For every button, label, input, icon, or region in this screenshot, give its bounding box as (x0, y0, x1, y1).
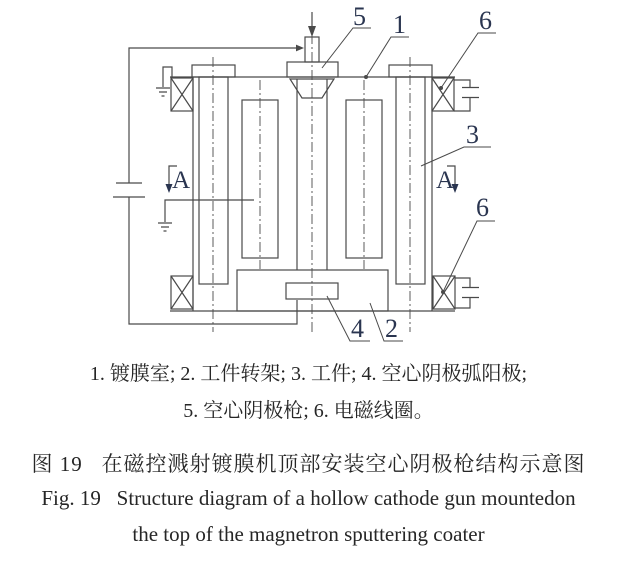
external-circuit (113, 45, 304, 324)
part-label-6-top: 6 (479, 6, 492, 35)
top-cap-left (192, 65, 235, 77)
coil-capacitor-top (454, 80, 479, 111)
top-cap-right (389, 65, 432, 77)
figure-caption-zh: 图 19 在磁控溅射镀膜机顶部安装空心阴极枪结构示意图 (31, 452, 586, 476)
coil-top-right (432, 78, 479, 111)
ground-symbol-top (156, 67, 172, 96)
coil-bottom-left (171, 276, 193, 309)
wire-arrowhead (296, 45, 304, 52)
gun-flange (287, 62, 338, 77)
part-label-1: 1 (393, 10, 406, 39)
workpiece-outer-right (396, 77, 425, 284)
part-label-4: 4 (351, 314, 364, 343)
coil-capacitor-bottom (455, 278, 479, 308)
workpiece-turret (237, 270, 388, 311)
part-label-3: 3 (466, 120, 479, 149)
leader-lines (322, 28, 496, 341)
section-label-right: A (436, 167, 455, 194)
section-label-left: A (172, 167, 191, 194)
electromagnetic-coils (171, 78, 479, 309)
part-label-5: 5 (353, 2, 366, 31)
leader-1 (366, 37, 409, 77)
part-label-2: 2 (385, 314, 398, 343)
coil-top-left (171, 78, 193, 111)
workpiece-outer-left (199, 77, 228, 284)
ground-symbol-middle (158, 200, 254, 231)
figure-caption-en-line2: the top of the magnetron sputtering coater (132, 522, 485, 546)
parts-list-line1: 1. 镀膜室; 2. 工件转架; 3. 工件; 4. 空心阴极弧阳极; (89, 363, 528, 385)
coil-bottom-right (433, 276, 479, 309)
part-label-6-bottom: 6 (476, 193, 489, 222)
figure-caption-en-line1: Fig. 19 Structure diagram of a hollow cathode gun mountedon (41, 486, 576, 510)
parts-list-line2: 5. 空心阴极枪; 6. 电磁线圈。 (183, 400, 434, 422)
hollow-cathode-gun (287, 12, 338, 98)
